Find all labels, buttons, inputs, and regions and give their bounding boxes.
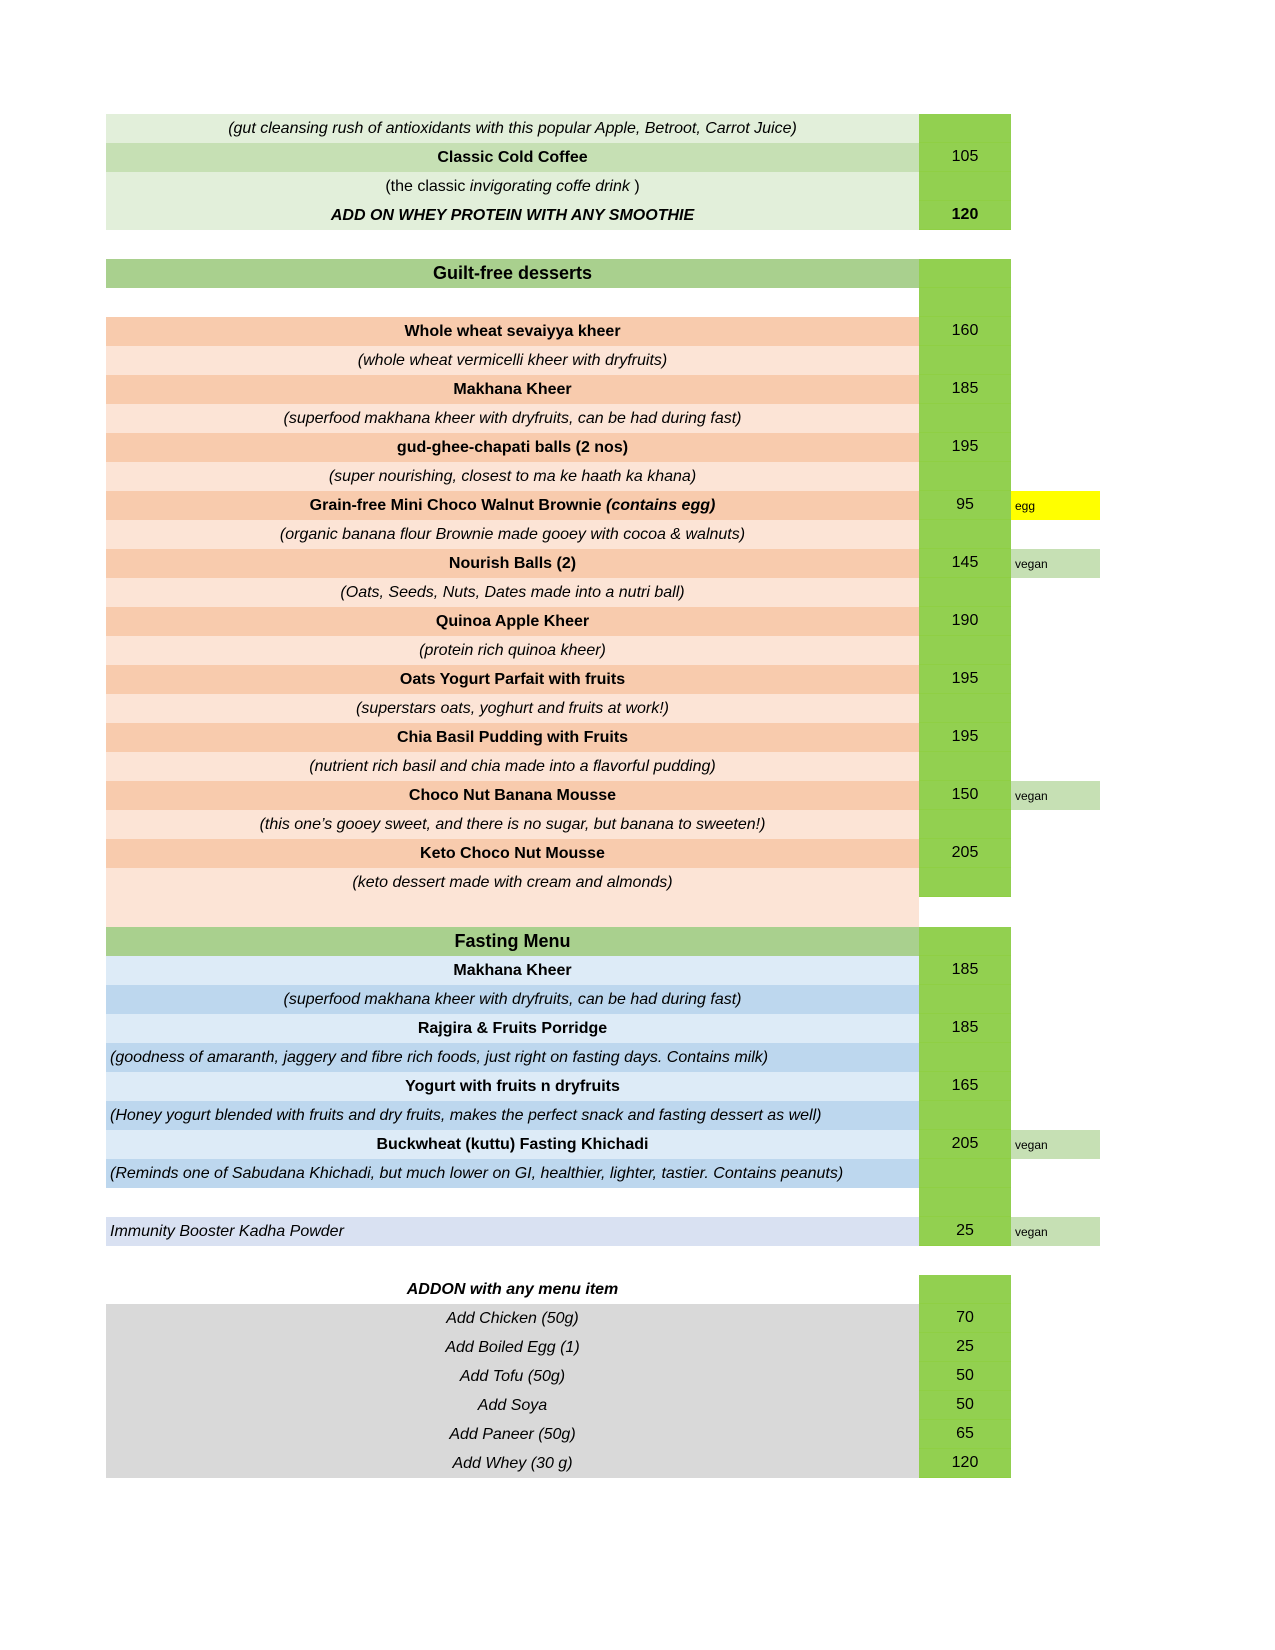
dessert-desc-row [106, 520, 1106, 549]
fasting-desc-row [106, 1043, 1106, 1072]
diet-tag: vegan [1011, 1130, 1100, 1159]
item-description: (keto dessert made with cream and almonds) [106, 868, 919, 897]
desc-part: (the classic [385, 177, 470, 195]
item-name-text: Quinoa Apple Kheer [435, 612, 590, 630]
dessert-desc-row [106, 752, 1106, 781]
item-name-text: Oats Yogurt Parfait with fruits [399, 670, 626, 688]
price-cell [919, 520, 1011, 549]
dessert-desc-row [106, 404, 1106, 433]
item-name [106, 375, 919, 404]
addon-item-row [106, 1449, 1106, 1478]
fasting-item-row [106, 956, 1106, 985]
price-cell: 120 [919, 1449, 1011, 1478]
price-cell [919, 462, 1011, 491]
item-description: (whole wheat vermicelli kheer with dryfruits) [106, 346, 919, 375]
item-description: (Reminds one of Sabudana Khichadi, but much lower on GI, healthier, lighter, tastier. Contains peanuts) [106, 1159, 919, 1188]
item-name: Makhana Kheer [106, 956, 919, 985]
item-name [106, 433, 919, 462]
fasting-list [106, 956, 1106, 1188]
price-cell [919, 1043, 1011, 1072]
price-cell: 185 [919, 956, 1011, 985]
price-cell: 205 [919, 1130, 1011, 1159]
dessert-item-row [106, 839, 1106, 868]
section-header-addons [106, 1275, 1106, 1304]
item-name [106, 491, 919, 520]
addon-whey-row [106, 201, 1106, 230]
price-cell [919, 578, 1011, 607]
fasting-desc-row [106, 1159, 1106, 1188]
price-cell [919, 752, 1011, 781]
smoothie-desc-row [106, 114, 1106, 143]
dessert-desc-row [106, 462, 1106, 491]
diet-tag: vegan [1011, 549, 1100, 578]
price-cell [919, 985, 1011, 1014]
section-title: Guilt-free desserts [106, 259, 919, 288]
price-cell: 195 [919, 665, 1011, 694]
spacer-row [106, 1188, 1106, 1217]
price-cell: 185 [919, 375, 1011, 404]
spacer-row [106, 288, 1106, 317]
price-cell [919, 1159, 1011, 1188]
item-description: (Oats, Seeds, Nuts, Dates made into a nutri ball) [106, 578, 919, 607]
item-description: (super nourishing, closest to ma ke haath ka khana) [106, 462, 919, 491]
item-name [106, 665, 919, 694]
blank-cell [919, 1246, 1011, 1275]
blank-cell [919, 897, 1011, 927]
blank-cell [106, 230, 919, 259]
item-name [106, 781, 919, 810]
item-name: Add Boiled Egg (1) [106, 1333, 919, 1362]
item-name [106, 317, 919, 346]
dessert-desc-row [106, 636, 1106, 665]
item-name-text: Choco Nut Banana Mousse [408, 786, 617, 804]
price-cell [919, 1101, 1011, 1130]
price-cell [919, 868, 1011, 897]
dessert-desc-row [106, 346, 1106, 375]
item-name: Buckwheat (kuttu) Fasting Khichadi [106, 1130, 919, 1159]
dessert-item-row [106, 549, 1106, 578]
dessert-item-row [106, 433, 1106, 462]
item-name-text: Keto Choco Nut Mousse [420, 844, 605, 862]
item-name: Add Whey (30 g) [106, 1449, 919, 1478]
item-name [106, 607, 919, 636]
section-header-desserts [106, 259, 1106, 288]
price-cell: 205 [919, 839, 1011, 868]
item-name: Immunity Booster Kadha Powder [106, 1217, 919, 1246]
blank-cell [919, 1188, 1011, 1217]
item-description: (gut cleansing rush of antioxidants with this popular Apple, Betroot, Carrot Juice) [106, 114, 919, 143]
addon-item-row [106, 1420, 1106, 1449]
price-cell [919, 114, 1011, 143]
dessert-list [106, 317, 1106, 897]
price-cell: 50 [919, 1391, 1011, 1420]
fasting-desc-row [106, 985, 1106, 1014]
addon-list [106, 1304, 1106, 1478]
price-cell [919, 810, 1011, 839]
price-cell [919, 259, 1011, 288]
item-name-text: Makhana Kheer [453, 380, 572, 398]
price-cell: 65 [919, 1420, 1011, 1449]
price-cell: 95 [919, 491, 1011, 520]
dessert-item-row [106, 723, 1106, 752]
item-description: (protein rich quinoa kheer) [106, 636, 919, 665]
price-cell: 70 [919, 1304, 1011, 1333]
blank-cell [106, 897, 919, 927]
spacer-row [106, 897, 1106, 927]
fasting-item-row [106, 1130, 1106, 1159]
addon-item-row [106, 1304, 1106, 1333]
diet-tag: egg [1011, 491, 1100, 520]
item-name-text: Whole wheat sevaiyya kheer [404, 322, 621, 340]
item-name-text: Grain-free Mini Choco Walnut Brownie [309, 496, 606, 514]
diet-tag: vegan [1011, 781, 1100, 810]
price-cell: 190 [919, 607, 1011, 636]
addon-item-row [106, 1362, 1106, 1391]
addon-item-row [106, 1391, 1106, 1420]
item-description: (superstars oats, yoghurt and fruits at work!) [106, 694, 919, 723]
item-name [106, 839, 919, 868]
dessert-desc-row [106, 694, 1106, 723]
price-cell [919, 1275, 1011, 1304]
item-name: Classic Cold Coffee [106, 143, 919, 172]
price-cell: 195 [919, 433, 1011, 462]
fasting-desc-row [106, 1101, 1106, 1130]
price-cell: 120 [919, 201, 1011, 230]
item-description: (superfood makhana kheer with dryfruits, can be had during fast) [106, 404, 919, 433]
item-description: (superfood makhana kheer with dryfruits, can be had during fast) [106, 985, 919, 1014]
section-title: ADDON with any menu item [106, 1275, 919, 1304]
dessert-item-row [106, 781, 1106, 810]
item-name: ADD ON WHEY PROTEIN WITH ANY SMOOTHIE [106, 201, 919, 230]
item-name: Yogurt with fruits n dryfruits [106, 1072, 919, 1101]
dessert-item-row [106, 491, 1106, 520]
price-cell: 50 [919, 1362, 1011, 1391]
dessert-desc-row [106, 810, 1106, 839]
item-name [106, 723, 919, 752]
price-cell: 105 [919, 143, 1011, 172]
price-cell: 160 [919, 317, 1011, 346]
blank-cell [106, 1188, 919, 1217]
spacer-row [106, 1246, 1106, 1275]
blank-cell [106, 288, 919, 317]
spacer-row [106, 230, 1106, 259]
kadha-row [106, 1217, 1106, 1246]
addon-item-row [106, 1333, 1106, 1362]
price-cell [919, 404, 1011, 433]
desc-part-italic: invigorating coffe drink [469, 177, 630, 195]
diet-tag: vegan [1011, 1217, 1100, 1246]
price-cell: 145 [919, 549, 1011, 578]
item-name-text: gud-ghee-chapati balls (2 nos) [396, 438, 629, 456]
price-cell: 150 [919, 781, 1011, 810]
price-cell: 165 [919, 1072, 1011, 1101]
item-description: (goodness of amaranth, jaggery and fibre rich foods, just right on fasting days. Contains milk) [106, 1043, 919, 1072]
price-cell [919, 636, 1011, 665]
item-description: (organic banana flour Brownie made gooey with cocoa & walnuts) [106, 520, 919, 549]
price-cell [919, 927, 1011, 956]
item-name: Add Chicken (50g) [106, 1304, 919, 1333]
price-cell: 25 [919, 1333, 1011, 1362]
item-name: Add Soya [106, 1391, 919, 1420]
price-cell: 25 [919, 1217, 1011, 1246]
item-name: Add Paneer (50g) [106, 1420, 919, 1449]
dessert-item-row [106, 665, 1106, 694]
blank-cell [919, 288, 1011, 317]
price-cell: 185 [919, 1014, 1011, 1043]
price-cell: 195 [919, 723, 1011, 752]
item-description [106, 172, 919, 201]
dessert-desc-row [106, 868, 1106, 897]
dessert-item-row [106, 375, 1106, 404]
item-name: Add Tofu (50g) [106, 1362, 919, 1391]
desc-part: ) [629, 177, 640, 195]
item-description: (nutrient rich basil and chia made into a flavorful pudding) [106, 752, 919, 781]
menu-sheet [106, 114, 1106, 1478]
item-description: (this one’s gooey sweet, and there is no sugar, but banana to sweeten!) [106, 810, 919, 839]
item-name-text: Nourish Balls (2) [448, 554, 577, 572]
fasting-item-row [106, 1072, 1106, 1101]
price-cell [919, 694, 1011, 723]
price-cell [919, 172, 1011, 201]
blank-cell [106, 1246, 919, 1275]
item-name-text: Chia Basil Pudding with Fruits [396, 728, 629, 746]
item-description: (Honey yogurt blended with fruits and dry fruits, makes the perfect snack and fasting dessert as well) [106, 1101, 919, 1130]
item-name: Rajgira & Fruits Porridge [106, 1014, 919, 1043]
dessert-item-row [106, 317, 1106, 346]
dessert-item-row [106, 607, 1106, 636]
menu-item-row [106, 143, 1106, 172]
blank-cell [919, 230, 1011, 259]
price-cell [919, 346, 1011, 375]
item-name-note: (contains egg) [605, 496, 716, 514]
fasting-item-row [106, 1014, 1106, 1043]
section-header-fasting [106, 927, 1106, 956]
section-title: Fasting Menu [106, 927, 919, 956]
smoothie-desc-row [106, 172, 1106, 201]
item-name [106, 549, 919, 578]
dessert-desc-row [106, 578, 1106, 607]
